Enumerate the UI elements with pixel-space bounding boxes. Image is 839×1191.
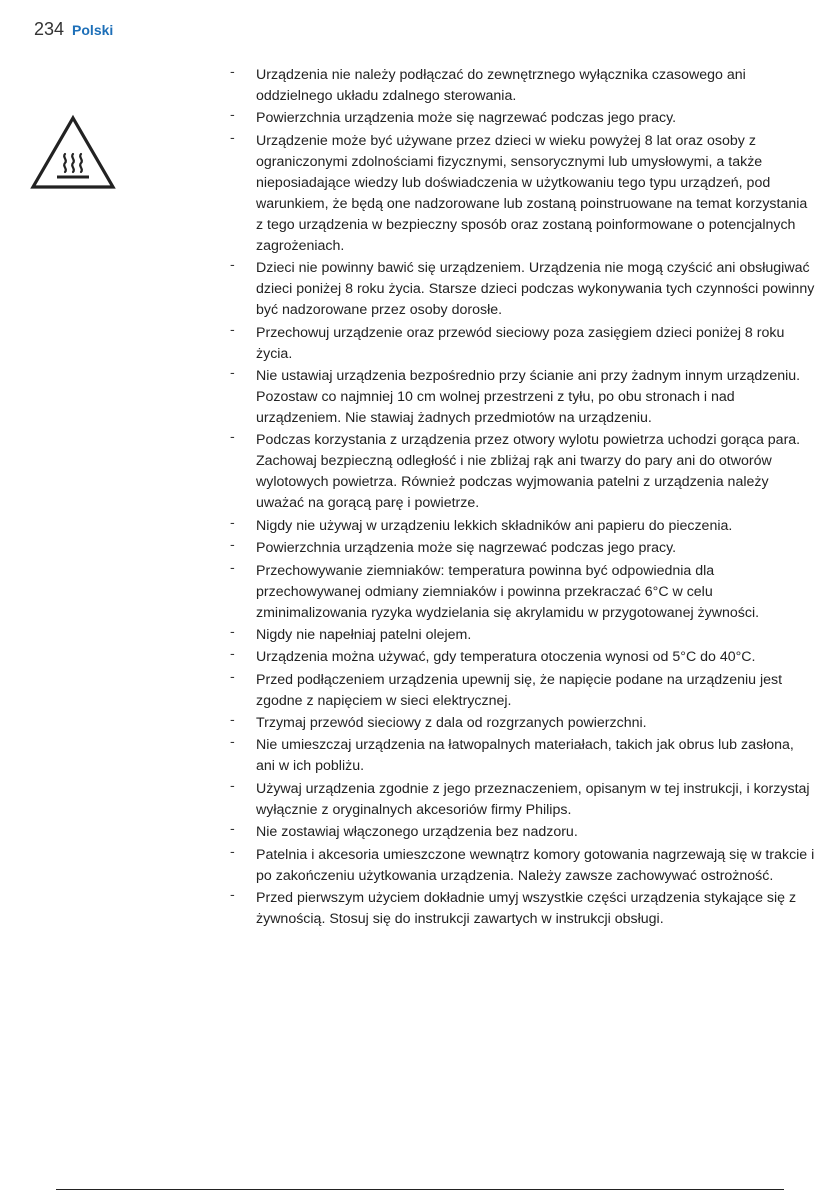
- bullet-dash: -: [230, 734, 235, 751]
- list-item-text: Urządzenia nie należy podłączać do zewnętrznego wyłącznika czasowego ani oddzielnego układu zdalnego sterowania.: [256, 67, 746, 104]
- list-item: [230, 516, 815, 537]
- list-item-text: Powierzchnia urządzenia może się nagrzewać podczas jego pracy.: [256, 110, 677, 127]
- bullet-dash: -: [230, 887, 235, 904]
- list-item-text: Używaj urządzenia zgodnie z jego przeznaczeniem, opisanym w tej instrukcji, i korzystaj wyłącznie z oryginalnych akcesoriów firmy Philips.: [256, 780, 810, 818]
- hot-surface-warning-icon: [30, 114, 116, 190]
- list-item-text: Urządzenie może być używane przez dzieci w wieku powyżej 8 lat oraz osoby z ograniczonymi zdolnościami fizycznymi, sensorycznymi lub umysłowymi, a także nieposiadające wiedzy lub doświadczenia w użytkowaniu tego typu urządzeń, pod warunkiem, że będą one nadzorowane lub zostaną poinstruowane na temat korzystania z tego urządzenia w bezpieczny sposób oraz zostaną poinformowane o potencjalnych zagrożeniach.: [256, 132, 808, 254]
- bullet-dash: -: [230, 559, 235, 576]
- list-item: [230, 713, 815, 734]
- list-item-text: Powierzchnia urządzenia może się nagrzewać podczas jego pracy.: [256, 540, 677, 557]
- list-item-text: Trzymaj przewód sieciowy z dala od rozgrzanych powierzchni.: [256, 715, 647, 732]
- list-item: [230, 822, 815, 843]
- list-item-text: Przechowywanie ziemniaków: temperatura powinna być odpowiednia dla przechowywanej odmiany ziemniaków i powinna przekraczać 6°C w celu zminimalizowania ryzyka wydzielania się akrylamidu w przygotowanej żywności.: [256, 562, 760, 621]
- bullet-dash: -: [230, 514, 235, 531]
- page-number: 234: [34, 19, 65, 39]
- list-item: [230, 430, 815, 514]
- list-item: [230, 779, 815, 821]
- list-item: [230, 647, 815, 668]
- footer-divider: [56, 1189, 784, 1190]
- section-label: Polski: [72, 22, 114, 38]
- list-item-text: Przed pierwszym użyciem dokładnie umyj wszystkie części urządzenia stykające się z żywnością. Stosuj się do instrukcji zawartych w instrukcji obsługi.: [256, 890, 797, 928]
- bullet-dash: -: [230, 646, 235, 663]
- bullet-dash: -: [230, 777, 235, 794]
- bullet-dash: -: [230, 821, 235, 838]
- list-item: [230, 735, 815, 777]
- bullet-dash: -: [230, 712, 235, 729]
- list-item-text: Nie umieszczaj urządzenia na łatwopalnych materiałach, takich jak obrus lub zasłona, ani w ich pobliżu.: [256, 737, 794, 775]
- list-item-text: Przechowuj urządzenie oraz przewód sieciowy poza zasięgiem dzieci poniżej 8 roku życia.: [256, 324, 785, 362]
- bullet-dash: -: [230, 364, 235, 381]
- list-item: [230, 65, 815, 107]
- bullet-dash: -: [230, 668, 235, 685]
- bullet-dash: -: [230, 843, 235, 860]
- list-item-text: Nigdy nie napełniaj patelni olejem.: [256, 626, 472, 643]
- list-item-text: Podczas korzystania z urządzenia przez otwory wylotu powietrza uchodzi gorąca para. Zachowaj bezpieczną odległość i nie zbliżaj rąk ani twarzy do pary ani do otworów wylotowych powietrza. Również podczas wyjmowania patelni z urządzenia należy uważać na gorącą parę i powietrze.: [256, 432, 801, 512]
- list-item: [230, 625, 815, 646]
- list-item: [230, 258, 815, 321]
- list-item: [230, 323, 815, 365]
- bullet-dash: -: [230, 257, 235, 274]
- list-item-text: Urządzenia można używać, gdy temperatura otoczenia wynosi od 5°C do 40°C.: [256, 649, 756, 666]
- list-item-text: Dzieci nie powinny bawić się urządzeniem. Urządzenia nie mogą czyścić ani obsługiwać dzieci poniżej 8 roku życia. Starsze dzieci podczas wykonywania tych czynności powinny być nadzorowane przez osoby dorosłe.: [256, 260, 815, 319]
- list-item: [230, 888, 815, 930]
- bullet-dash: -: [230, 107, 235, 124]
- list-item: [230, 366, 815, 429]
- list-item-text: Nie ustawiaj urządzenia bezpośrednio przy ścianie ani przy żadnym innym urządzeniu. Pozostaw co najmniej 10 cm wolnej przestrzeni z tyłu, po obu stronach i nad urządzeniem. Nie stawiaj żadnych przedmiotów na urządzeniu.: [256, 367, 801, 426]
- list-item: [230, 131, 815, 257]
- list-item: [230, 561, 815, 624]
- list-item: [230, 670, 815, 712]
- list-item: [230, 538, 815, 559]
- bullet-dash: -: [230, 429, 235, 446]
- bullet-dash: -: [230, 321, 235, 338]
- bullet-dash: -: [230, 64, 235, 80]
- list-item-text: Przed podłączeniem urządzenia upewnij się, że napięcie podane na urządzeniu jest zgodne z napięciem w sieci elektrycznej.: [256, 671, 783, 709]
- bullet-dash: -: [230, 129, 235, 146]
- bullet-dash: -: [230, 623, 235, 640]
- list-item: [230, 108, 815, 129]
- list-item-text: Patelnia i akcesoria umieszczone wewnątrz komory gotowania nagrzewają się w trakcie i po zakończeniu użytkowania urządzenia. Należy zawsze zachowywać ostrożność.: [256, 846, 815, 884]
- bullet-dash: -: [230, 537, 235, 554]
- list-item: [230, 845, 815, 887]
- page-header: [34, 19, 113, 45]
- safety-instructions-list: [230, 65, 815, 931]
- list-item-text: Nie zostawiaj włączonego urządzenia bez nadzoru.: [256, 824, 578, 841]
- list-item-text: Nigdy nie używaj w urządzeniu lekkich składników ani papieru do pieczenia.: [256, 517, 733, 534]
